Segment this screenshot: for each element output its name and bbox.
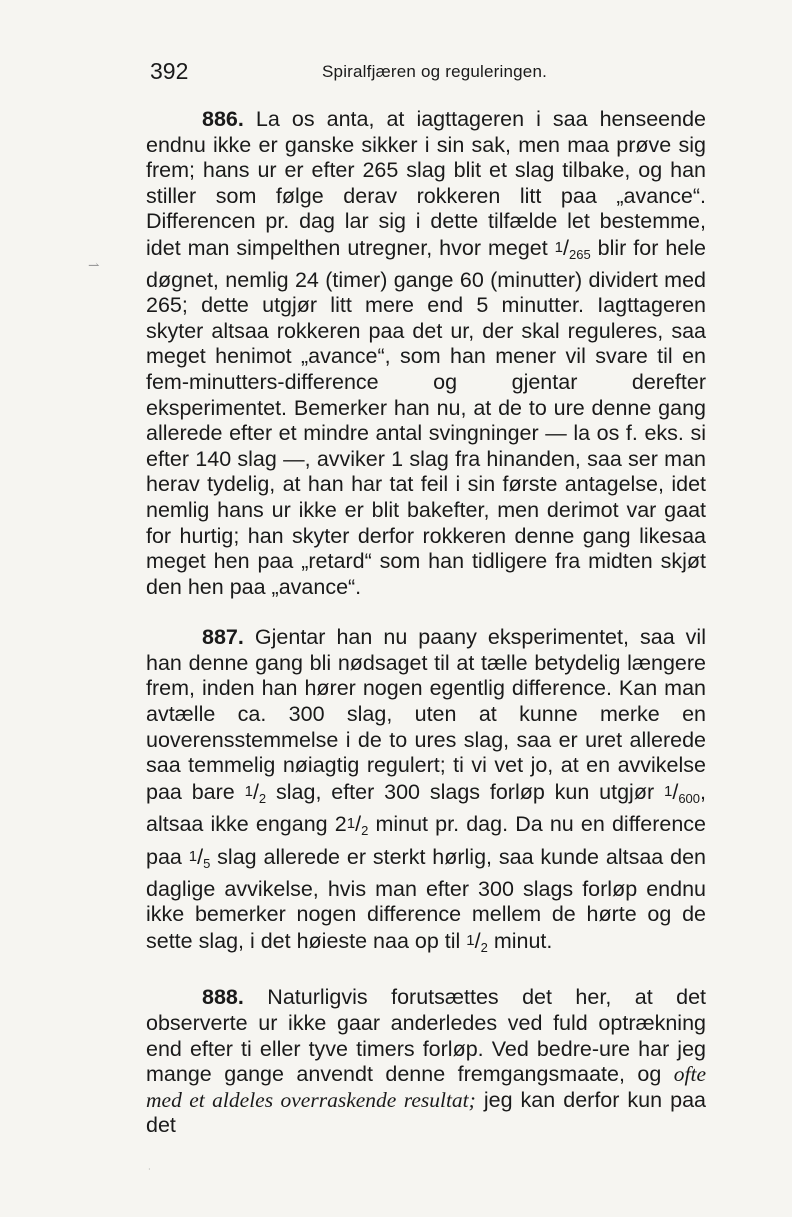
fraction-denominator: 2 xyxy=(480,939,488,955)
fraction-numerator: 1 xyxy=(346,815,356,833)
paragraph-text: La os anta, at iagttageren i saa henseende endnu ikke er ganske sikker i sin sak, men maa prøve sig frem; hans ur er efter 265 slag blit et slag tilbake, og han stiller som følge derav rokkeren litt paa „avance“. Differencen pr. dag lar sig i dette tilfælde let bestemme, idet man simpelthen utregner, hvor meget xyxy=(146,107,706,260)
paragraph-text: blir for hele døgnet, nemlig 24 (timer) gange 60 (minutter) dividert med 265; dette utgjør litt mere end 5 minutter. Iagttageren skyter altsaa rokkeren paa det ur, der skal reguleres, saa meget henimot „avance“, som han mener vil svare til en fem-minutters-difference og gjentar derefter eksperimentet. Bemerker han nu, at de to ure denne gang allerede efter et mindre antal svingninger — la os f. eks. si efter 140 slag —, avviker 1 slag fra hinanden, saa ser man herav tydelig, at han har tat feil i sin første antagelse, idet nemlig hans ur ikke er blit bakefter, men derimot var gaat for hurtig; han skyter derfor rokkeren denne gang likesaa meget hen paa „retard“ som han tidligere fra midten skjøt den hen paa „avance“. xyxy=(146,235,706,599)
paragraph-887: 887. Gjentar han nu paany eksperimentet, saa vil han denne gang bli nødsaget til at tælle betydelig længere frem, inden han hører nogen egentlig difference. Kan man avtælle ca. 300 slag, uten at kunne merke en uoverensstemmelse i de to ures slag, saa er uret allerede saa temmelig nøiagtig regulert; ti vi vet jo, at en avvikelse paa bare 1/2 slag, efter 300 slags forløp kun utgjør 1/600, altsaa ikke engang 21/2 minut pr. dag. Da nu en difference paa 1/5 slag allerede er sterkt hørlig, saa kunde altsaa den daglige avvikelse, hvis man efter 300 slags forløp endnu ikke bemerker nogen difference mellem de hørte og de sette slag, i det høieste naa op til 1/2 minut. xyxy=(146,625,706,955)
paper-speck: · xyxy=(148,1165,151,1174)
paragraph-text: slag, efter 300 slags forløp kun utgjør xyxy=(266,779,664,804)
paragraph-text: minut. xyxy=(487,928,553,953)
margin-pencil-mark: ⇀ xyxy=(88,259,100,274)
emphasized-text: ofte med et aldeles overraskende resultat; xyxy=(146,1062,706,1112)
paragraph-text: jeg kan derfor kun paa det xyxy=(146,1087,706,1138)
paragraph-886: 886. La os anta, at iagttageren i saa henseende endnu ikke er ganske sikker i sin sak, men maa prøve sig frem; hans ur er efter 265 slag blit et slag tilbake, og han stiller som følge derav rokkeren litt paa „avance“. Differencen pr. dag lar sig i dette tilfælde let bestemme, idet man simpelthen utregner, hvor meget 1/265 blir for hele døgnet, nemlig 24 (timer) gange 60 (minutter) dividert med 265; dette utgjør litt mere end 5 minutter. Iagttageren skyter altsaa rokkeren paa det ur, der skal reguleres, saa meget henimot „avance“, som han mener vil svare til en fem-minutters-difference og gjentar derefter eksperimentet. Bemerker han nu, at de to ure denne gang allerede efter et mindre antal svingninger — la os f. eks. si efter 140 slag —, avviker 1 slag fra hinanden, saa ser man herav tydelig, at han har tat feil i sin første antagelse, idet nemlig hans ur ikke er blit bakefter, men derimot var gaat for hurtig; han skyter derfor rokkeren denne gang likesaa meget hen paa „retard“ som han tidligere fra midten skjøt den hen paa „avance“. xyxy=(146,107,706,599)
paragraph-888 xyxy=(146,985,706,1139)
fraction-numerator: 1 xyxy=(466,931,475,949)
body-text xyxy=(146,107,706,1139)
fraction-denominator: 600 xyxy=(678,790,701,806)
page-number: 392 xyxy=(150,58,189,84)
paragraph-number: 887. xyxy=(202,625,244,650)
fraction-numerator: 1 xyxy=(188,848,198,866)
paragraph-number: 886. xyxy=(202,107,244,131)
paragraph-text: slag allerede er sterkt hørlig, saa kunde altsaa den daglige avvikelse, hvis man efter 300 slags forløp endnu ikke bemerker nogen difference mellem de hørte og de sette slag, i det høieste naa op til xyxy=(146,845,706,953)
fraction-denominator: 265 xyxy=(569,246,591,262)
running-head: Spiralfjæren og reguleringen. xyxy=(322,62,548,81)
fraction-denominator: 2 xyxy=(258,790,267,806)
fraction-numerator: 1 xyxy=(554,238,564,256)
paragraph-text: Gjentar han nu paany eksperimentet, saa vil han denne gang bli nødsaget til at tælle betydelig længere frem, inden han hører nogen egentlig difference. Kan man avtælle ca. 300 slag, uten at kunne merke en uoverensstemmelse i de to ures slag, saa er uret allerede saa temmelig nøiagtig regulert; ti vi vet jo, at en avvikelse paa bare xyxy=(146,625,706,804)
fraction-numerator: 1 xyxy=(663,782,673,800)
paragraph-text: , altsaa ikke engang 2 xyxy=(146,779,706,837)
paragraph-text: Naturligvis forutsættes det her, at det observerte ur ikke gaar anderledes ved fuld optrækning end efter ti eller tyve timers forløp. Ved bedre-ure har jeg mange gange anvendt denne fremgangsmaate, og xyxy=(146,985,706,1087)
fraction-denominator: 2 xyxy=(361,823,369,839)
paragraph-number: 888. xyxy=(202,985,244,1010)
fraction-denominator: 5 xyxy=(203,856,211,872)
fraction-numerator: 1 xyxy=(244,782,253,800)
paragraph-text: minut pr. dag. Da nu en difference paa xyxy=(146,812,706,870)
page-header xyxy=(150,58,710,90)
